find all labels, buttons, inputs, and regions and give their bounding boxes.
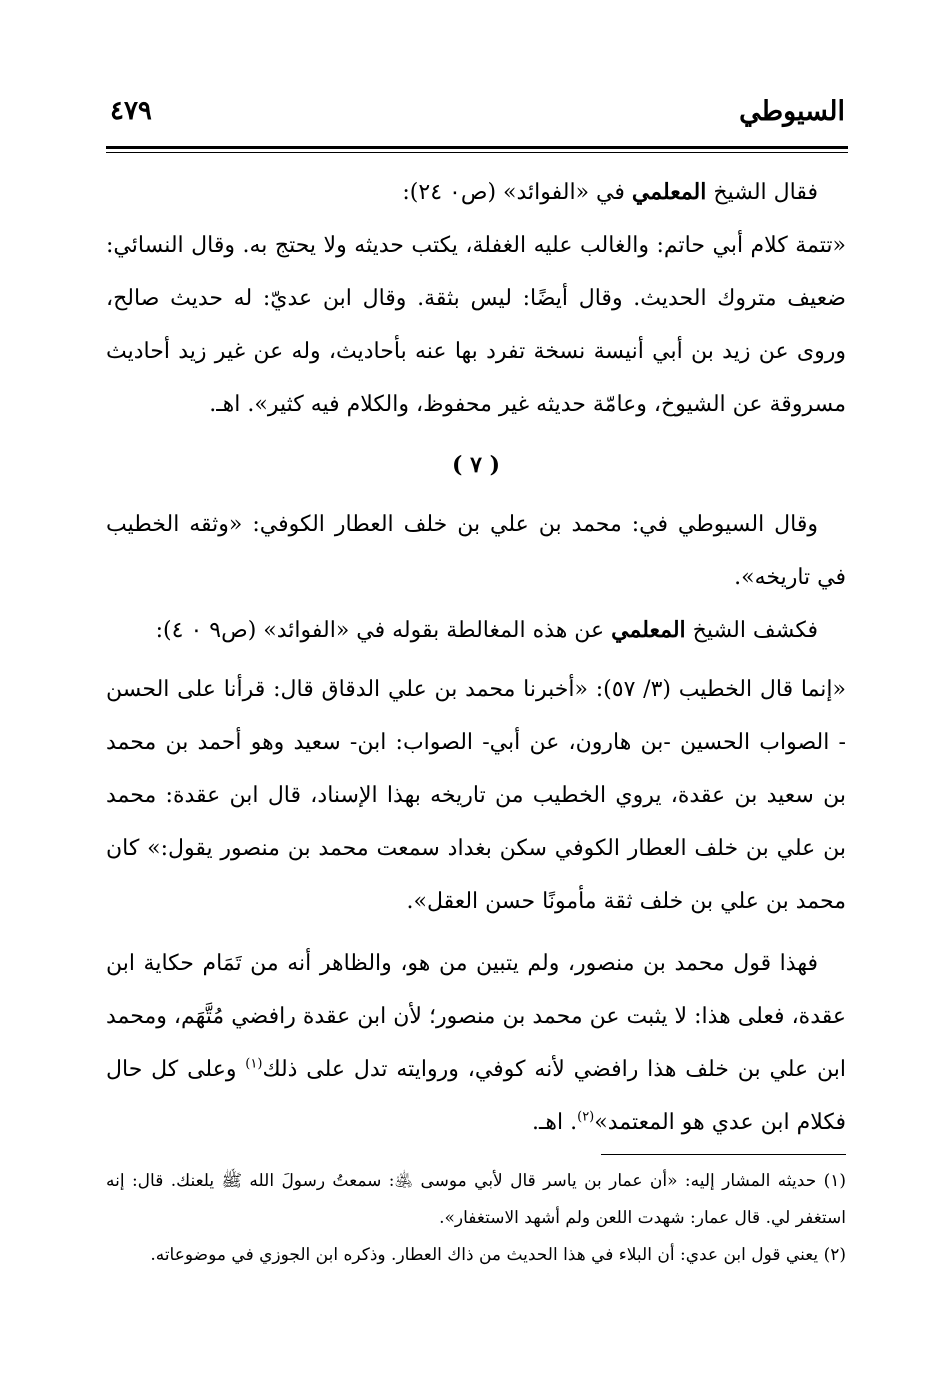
footnote-ref-1[interactable]: (١) xyxy=(245,1056,263,1072)
page-number: ٤٧٩ xyxy=(110,96,152,126)
p4-pre: فكشف الشيخ xyxy=(685,618,818,643)
header-rule-thick xyxy=(106,146,848,149)
p1-bold-name: المعلمي xyxy=(631,179,707,205)
paragraph-4 xyxy=(106,604,846,657)
paragraph-5: «إنما قال الخطيب (٣/ ٥٧): «أخبرنا محمد بن علي الدقاق قال: قرأنا على الحسن - الصواب الحسين -بن هارون، عن أبي- الصواب: ابن- سعيد وهو أحمد بن محمد بن سعيد بن عقدة، يروي الخطيب من تاريخه بهذا الإسناد، قال ابن عقدة: محمد بن علي بن خلف العطار الكوفي سكن بغداد سمعت محمد بن منصور يقول:» كان محمد بن علي بن خلف ثقة مأمونًا حسن العقل». xyxy=(106,677,846,914)
main-text xyxy=(106,166,846,1149)
header-title: السيوطي xyxy=(739,96,845,127)
footnote-1: (١) حديثه المشار إليه: «أن عمار بن ياسر قال لأبي موسى ﵁: سمعتُ رسولَ الله ﷺ يلعنك. قال: إنه استغفر لي. قال عمار: شهدت اللعن ولم أشهد الاستغفار». xyxy=(106,1171,846,1228)
paragraph-2: «تتمة كلام أبي حاتم: والغالب عليه الغفلة، يكتب حديثه ولا يحتج به. وقال النسائي: ضعيف متروك الحديث. وقال أيضًا: ليس بثقة. وقال ابن عديّ: له حديث صالح، وروى عن زيد بن أبي أنيسة نسخة تفرد بها عنه بأحاديث، وله عن غير زيد أحاديث مسروقة عن الشيوخ، وعامّة حديثه غير محفوظ، والكلام فيه كثير». اهـ. xyxy=(106,233,846,417)
paragraph-6 xyxy=(106,937,846,1149)
p1-pre: فقال الشيخ xyxy=(706,180,818,205)
footnote-ref-2[interactable]: (٢) xyxy=(577,1109,595,1125)
footnote-2: (٢) يعني قول ابن عدي: أن البلاء في هذا الحديث من ذاك العطار. وذكره ابن الجوزي في موضوعاته. xyxy=(150,1245,846,1265)
p4-post: عن هذه المغالطة بقوله في «الفوائد» (ص٩ ٠ ٤): xyxy=(155,618,612,643)
running-header xyxy=(110,96,845,140)
p1-post: في «الفوائد» (ص٠ ٢٤): xyxy=(402,180,632,205)
section-separator: ( ٧ ) xyxy=(452,452,500,478)
paragraph-1 xyxy=(106,166,846,219)
p6-text-b: وعلى كل حال فكلام ابن عدي هو المعتمد» xyxy=(106,1057,846,1135)
footnote-separator xyxy=(601,1154,846,1155)
p6-text-c: . اهـ. xyxy=(531,1110,578,1135)
p4-bold-name: المعلمي xyxy=(611,617,686,643)
paragraph-3: وقال السيوطي في: محمد بن علي بن خلف العطار الكوفي: «وثقه الخطيب في تاريخه». xyxy=(106,512,846,590)
header-rule-thin xyxy=(106,152,848,153)
p6-text-a: فهذا قول محمد بن منصور، ولم يتبين من هو، والظاهر أنه من تَمَام حكاية ابن عقدة، فعلى هذا: لا يثبت عن محمد بن منصور؛ لأن ابن عقدة رافضي مُتَّهَم، ومحمد ابن علي بن خلف هذا رافضي لأنه كوفي، وروايته تدل على ذلك xyxy=(106,951,846,1082)
footnotes xyxy=(106,1163,846,1274)
